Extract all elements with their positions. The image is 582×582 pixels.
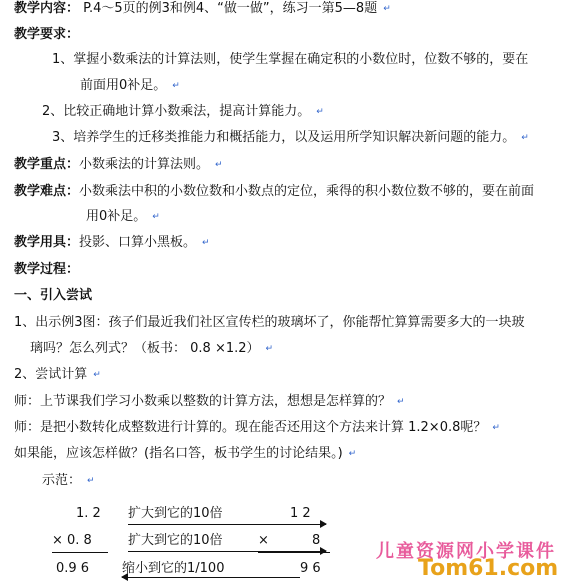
requirement-1-cont-text: 前面用0补足。 [80,78,167,93]
text-question: 如果能，应该怎样做？(指名口答，板书学生的讨论结果。) [14,446,343,461]
paragraph-mark-icon: ↵ [265,344,274,354]
text-teacher-1: 师：上节课我们学习小数乘以整数的计算方法，想想是怎样算的？ [14,394,392,409]
paragraph-mark-icon: ↵ [152,212,160,222]
requirement-2 [42,103,324,121]
arrow-icon [128,524,326,525]
text-try: 2、尝试计算 [14,367,88,382]
line-key-point [14,156,223,174]
paragraph-mark-icon: ↵ [93,370,101,380]
calc-row1-right: 1 2 [290,506,311,521]
text-key-point: 小数乘法的计算法则。 [79,157,210,172]
label-requirements: 教学要求： [14,27,80,42]
calc-underline-right [258,552,330,553]
line-difficulty-cont [86,208,160,226]
line-difficulty [14,183,534,201]
requirement-3-text: 3、培养学生的迁移类推能力和概括能力，以及运用所学知识解决新问题的能力。 [52,130,516,145]
text-difficulty-cont: 用0补足。 [86,209,147,224]
paragraph-mark-icon: ↵ [492,423,500,433]
requirement-1 [52,51,528,69]
paragraph-mark-icon: ↵ [215,160,223,170]
text-teacher-2: 师：是把小数转化成整数进行计算的。现在能否还用这个方法来计算 1.2×0.8呢？ [14,420,487,435]
calc-underline-left [52,552,108,553]
paragraph-mark-icon: ↵ [202,238,210,248]
requirement-2-text: 2、比较正确地计算小数乘法，提高计算能力。 [42,104,311,119]
calc-row2-left: × 0. 8 [52,533,92,548]
line-requirements [14,26,79,44]
text-demo: 示范： [42,473,82,488]
line-question [14,445,356,463]
label-process: 教学过程： [14,262,80,277]
calc-row1-note: 扩大到它的10倍 [128,506,223,521]
line-example3 [14,314,525,332]
line-demo [42,472,95,490]
calc-row2-note: 扩大到它的10倍 [128,533,223,548]
label-tools: 教学用具： [14,235,80,250]
calc-row3-right: 9 6 [300,561,321,576]
line-teacher-2 [14,419,500,437]
arrow-left-icon [122,577,300,578]
section-intro [14,287,92,305]
calc-row2-right-sign: × [258,533,269,548]
text-difficulty: 小数乘法中积的小数位数和小数点的定位，乘得的积小数位数不够的，要在前面 [79,184,535,199]
requirement-3 [52,129,529,147]
line-tools [14,234,210,252]
paragraph-mark-icon: ↵ [348,449,357,459]
watermark-site-text: Tom61.com [418,556,559,581]
line-process [14,261,79,279]
watermark-logo-text: 儿童资源网小学课件 [376,541,556,562]
text-example3-cont: 璃吗？怎么列式？（板书： 0.8 ×1.2） [30,341,260,356]
requirement-1-text: 1、掌握小数乘法的计算法则，使学生掌握在确定积的小数位时，位数不够的，要在 [52,52,529,67]
text-tools: 投影、口算小黑板。 [79,235,197,250]
calc-row3-note: 缩小到它的1/100 [122,561,225,576]
paragraph-mark-icon: ↵ [87,476,95,486]
line-example3-cont [30,340,273,358]
watermark-site [418,556,558,581]
paragraph-mark-icon: ↵ [316,107,324,117]
text-content: P.4～5页的例3和例4、“做一做”，练习一第5—8题 [79,1,378,16]
text-example3: 1、出示例3图：孩子们最近我们社区宣传栏的玻璃坏了，你能帮忙算算需要多大的一块玻 [14,315,525,330]
paragraph-mark-icon: ↵ [383,4,391,14]
line-try [14,366,101,384]
section-intro-heading: 一、引入尝试 [14,288,93,303]
line-teacher-1 [14,393,405,411]
label-key-point: 教学重点： [14,157,80,172]
label-difficulty: 教学难点： [14,184,80,199]
paragraph-mark-icon: ↵ [521,133,529,143]
paragraph-mark-icon: ↵ [172,81,180,91]
calc-row1-left: 1. 2 [76,506,101,521]
paragraph-mark-icon: ↵ [397,397,405,407]
calc-row3-left: 0.9 6 [56,561,90,576]
line-content [14,0,391,18]
calc-row2-right: 8 [312,533,321,548]
requirement-1-cont [80,77,180,95]
label-content: 教学内容： [14,1,80,16]
